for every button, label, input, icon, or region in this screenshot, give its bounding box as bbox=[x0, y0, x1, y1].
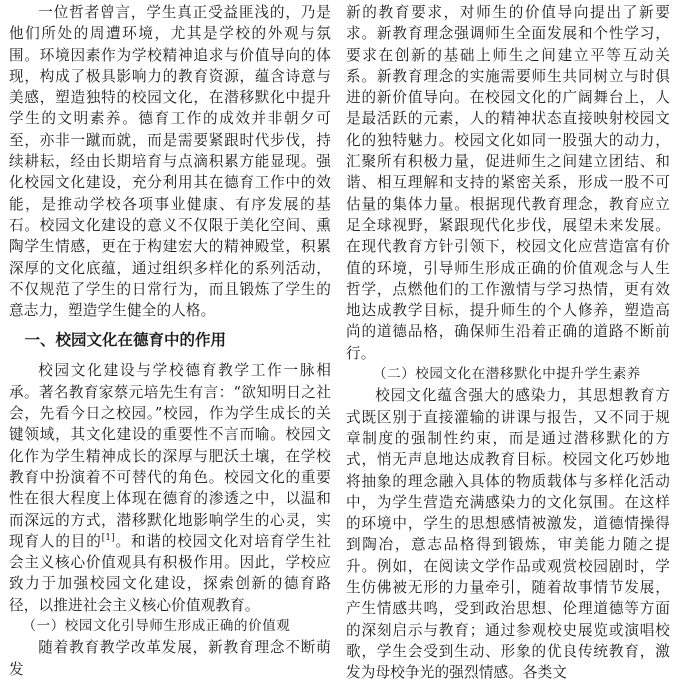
subheading-2-paragraph: 校园文化蕴含强大的感染力，其思想教育方式既区别于直接灌输的讲课与报告，又不同于规章制度的强制性约束，而是通过潜移默化的方式，悄无声息地达成教育目标。校园文化巧妙地将抽象的理念融入具体的物质载体与多样化活动中，为学生营造充满感染力的文化氛围。在这样的环境中，学生的思想感情被激发，道德情操得到陶冶，意志品格得到锻炼，审美能力随之提升。例如，在阅读文学作品或观赏校园剧时，学生仿佛被无形的力量牵引，随着故事情节发展，产生情感共鸣，受到政治思想、伦理道德等方面的深刻启示与教育；通过参观校史展览或演唱校歌，学生会受到生动、形象的优良传统教育，激发为母校争光的强烈情感。各类文 bbox=[346, 387, 670, 682]
section-heading: 一、校园文化在德育中的作用 bbox=[24, 331, 227, 350]
intro-paragraph: 一位哲者曾言，学生真正受益匪浅的，乃是他们所处的周遭环境，尤其是学校的外观与氛围。环境因素作为学校精神追求与价值导向的体现，构成了极具影响力的教育资源，蕴含诗意与美感，塑造独特的校园文化，在潜移默化中提升学生的文明素养。德育工作的成效并非朝夕可至，亦非一蹴而就，而是需要紧跟时代步伐，持续耕耘，经由长期培育与点滴积累方能显现。强化校园文化建设，充分利用其在德育工作中的效能，是推动学校各项事业健康、有序发展的基石。校园文化建设的意义不仅限于美化空间、熏陶学生情感，更在于构建宏大的精神殿堂，积累深厚的文化底蕴，通过组织多样化的系列活动，不仅规范了学生的日常行为，而且锻炼了学生的意志力，塑造学生健全的人格。 bbox=[9, 4, 331, 320]
citation-reference[interactable]: [1] bbox=[101, 532, 115, 543]
section-paragraph-text-continued: 。和谐的校园文化对培育学生社会主义核心价值观具有积极作用。因此，学校应致力于加强校园文化建设，探索创新的德育路径，以推进社会主义核心价值观教育。 bbox=[9, 532, 331, 614]
continued-paragraph: 新的教育要求，对师生的价值导向提出了新要求。新教育理念强调师生全面发展和个性学习，要求在创新的基础上师生之间建立平等互动关系。新教育理念的实施需要师生共同树立与时俱进的新价值导向。在校园文化的广阔舞台上，人是最活跃的元素，人的精神状态直接映射校园文化的独特魅力。校园文化如同一股强大的动力，汇聚所有积极力量，促进师生之间建立团结、和谐、相互理解和支持的紧密关系，形成一股不可估量的集体力量。根据现代教育理念，教育应立足全球视野，紧跟现代化步伐，展望未来发展。在现代教育方针引领下，校园文化应营造富有价值的环境，引导师生形成正确的价值观念与人生哲学，点燃他们的工作激情与学习热情，更有效地达成教学目标，提升师生的个人修养，塑造高尚的道德品格，确保师生沿着正确的道路不断前行。 bbox=[346, 4, 670, 362]
left-column bbox=[9, 2, 331, 680]
subheading-value-orientation: （一）校园文化引导师生形成正确的价值观 bbox=[22, 618, 291, 635]
right-column bbox=[346, 2, 670, 684]
section-paragraph-text: 校园文化建设与学校德育教学工作一脉相承。著名教育家蔡元培先生有言：“欲知明日之社会，先看今日之校园。”校园，作为学生成长的关键领域，其文化建设的重要性不言而喻。校园文化作为学生精神成长的深厚与肥沃土壤，在学校教育中扮演着不可替代的角色。校园文化的重要性在很大程度上体现在德育的渗透之中，以温和而深远的方式，潜移默化地影响学生的心灵，实现育人的目的 bbox=[9, 362, 331, 550]
subheading-student-literacy: （二）校园文化在潜移默化中提升学生素养 bbox=[373, 366, 641, 383]
subheading-1-paragraph: 随着教育教学改革发展，新教育理念不断萌发 bbox=[9, 639, 331, 678]
section-paragraph bbox=[9, 360, 331, 616]
